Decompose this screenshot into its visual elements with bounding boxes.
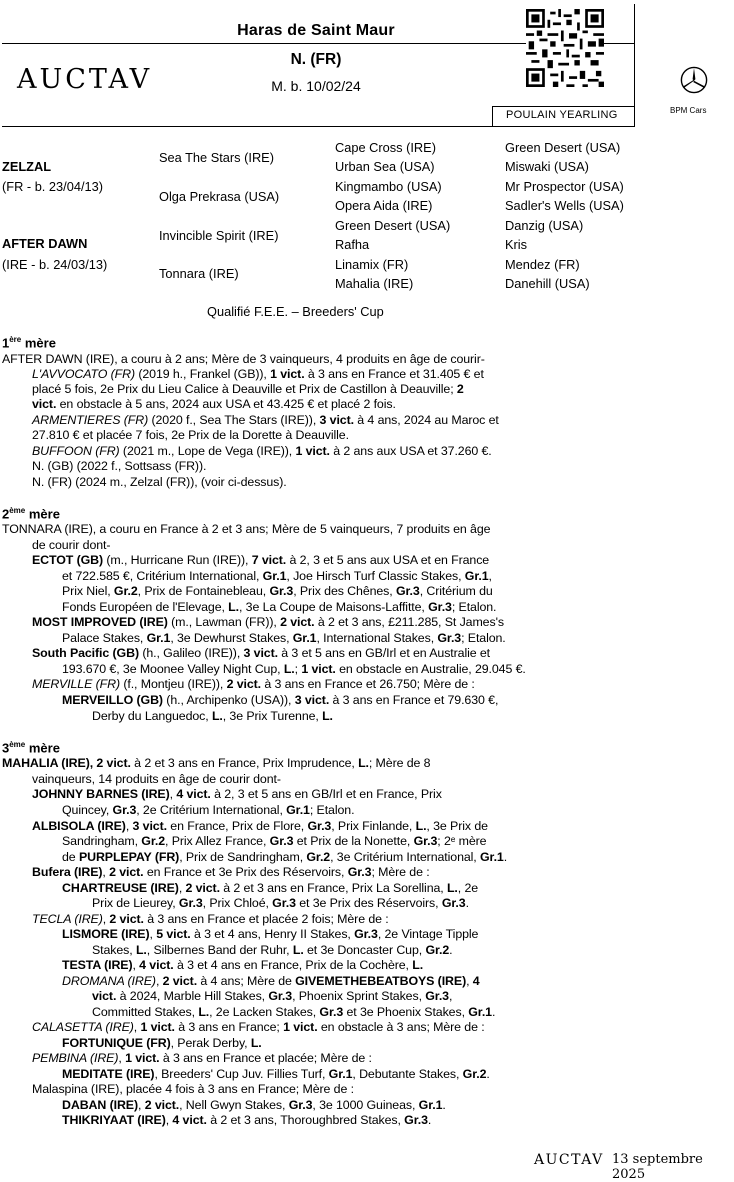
text-line — [92, 1005, 495, 1019]
text-run: , — [466, 974, 473, 988]
gen2-1: Sea The Stars (IRE) — [159, 150, 274, 165]
text-line — [62, 1067, 490, 1081]
text-line — [32, 677, 475, 691]
text-run: L. — [322, 709, 333, 723]
text-line — [32, 475, 287, 489]
text-run: L. — [198, 1005, 210, 1019]
text-line — [62, 600, 496, 614]
text-run: TESTA (IRE) — [62, 958, 133, 972]
qr-code-icon — [526, 9, 604, 87]
text-run: Gr.1 — [286, 803, 310, 817]
text-run: Gr.3 — [269, 584, 294, 598]
text-run: , — [165, 1113, 173, 1127]
text-run: Gr.1 — [464, 569, 489, 583]
text-run: Gr.3 — [395, 584, 420, 598]
text-run: à 3 ans en France et 79.630 €, — [329, 693, 499, 707]
text-run: AFTER DAWN (IRE), a couru à 2 ans; Mère de 3 vainqueurs, 4 produits en âge de courir- — [2, 352, 485, 366]
text-run: , 3e Prix Turenne, — [222, 709, 323, 723]
text-run: Gr.3 — [425, 989, 449, 1003]
text-run: MOST IMPROVED (IRE) — [32, 615, 168, 629]
text-run: ; Etalon. — [461, 631, 506, 645]
text-run: 1 vict. — [295, 444, 330, 458]
text-run: Committed Stakes, — [92, 1005, 199, 1019]
text-run: 3 vict. — [319, 413, 354, 427]
text-run: , Prix Finlande, — [331, 819, 416, 833]
text-run: , 2e Lacken Stakes, — [209, 1005, 320, 1019]
text-run: ECTOT (GB) — [32, 553, 104, 567]
text-run: à 4 ans; Mère de — [197, 974, 296, 988]
text-run: ALBISOLA (IRE) — [32, 819, 126, 833]
text-run: 2 — [456, 382, 464, 396]
text-run: Gr.3 — [268, 989, 293, 1003]
gen4-5: Danzig (USA) — [505, 218, 584, 233]
text-run: (2020 f., Sea The Stars (IRE)), — [148, 413, 320, 427]
text-run: et 722.585 €, Critérium International, — [62, 569, 263, 583]
text-line — [32, 382, 464, 396]
text-line — [62, 1036, 262, 1050]
text-run: Fonds Européen de l'Elevage, — [62, 600, 229, 614]
text-line — [62, 803, 354, 817]
text-run: à 2 et 3 ans, Thoroughbred Stakes, — [206, 1113, 405, 1127]
text-run: Gr.2 — [306, 850, 331, 864]
text-run: L. — [283, 662, 295, 676]
text-run: Gr.3 — [354, 927, 378, 941]
text-run: , — [133, 1020, 141, 1034]
horse-info: M. b. 10/02/24 — [271, 78, 361, 94]
gen2-2: Olga Prekrasa (USA) — [159, 189, 280, 204]
text-run: , Critérium du — [419, 584, 493, 598]
auctav-logo: AUCTAV — [17, 64, 153, 95]
text-line — [32, 772, 281, 786]
text-run: Gr.1 — [480, 850, 504, 864]
text-line — [32, 819, 488, 833]
gen3-6: Rafha — [335, 237, 370, 252]
text-run: , — [448, 989, 453, 1003]
text-run: , — [102, 865, 110, 879]
text-run: 1 vict. — [270, 367, 305, 381]
text-line — [62, 1113, 431, 1127]
text-run: 3 vict. — [132, 819, 167, 833]
text-line — [92, 896, 469, 910]
text-run: de courir dont- — [32, 538, 111, 552]
text-run: à 3 et 5 ans en GB/Irl et en Australie et — [277, 646, 491, 660]
text-run: . — [449, 943, 453, 957]
footer-date: 13 septembre 2025 — [612, 1152, 703, 1182]
text-run: Gr.3 — [404, 1113, 428, 1127]
qualification: Qualifié F.E.E. – Breeders' Cup — [207, 304, 384, 319]
text-run: à 2, 3 et 5 ans en GB/Irl et en France, Prix — [210, 787, 442, 801]
text-line — [62, 850, 507, 864]
text-run: à 2, 3 et 5 ans aux USA et en France — [286, 553, 490, 567]
text-run: DABAN (IRE) — [62, 1098, 138, 1112]
text-run: Gr.2 — [462, 1067, 487, 1081]
text-run: Quincey, — [62, 803, 113, 817]
text-run: 27.810 € et placée 7 fois, 2e Prix de la Dorette à Deauville. — [32, 428, 349, 442]
text-run: 5 vict. — [156, 927, 191, 941]
text-run: , 3e Dewhurst Stakes, — [170, 631, 293, 645]
gen4-4: Sadler's Wells (USA) — [505, 198, 624, 213]
text-run: ; Mère de : — [371, 865, 430, 879]
text-run: à 2 ans aux USA et 37.260 €. — [329, 444, 492, 458]
text-run: . — [486, 1067, 490, 1081]
text-run: (h., Archipenko (USA)), — [162, 693, 295, 707]
text-run: , — [155, 974, 163, 988]
text-run: , Nell Gwyn Stakes, — [179, 1098, 289, 1112]
text-run: 1 vict. — [125, 1051, 160, 1065]
gen4-6: Kris — [505, 237, 528, 252]
text-run: à 2 et 3 ans en France, Prix La Sorellina, — [219, 881, 447, 895]
text-run: à 3 ans en France et 31.405 € et — [304, 367, 484, 381]
text-line — [2, 522, 490, 536]
text-run: L. — [228, 600, 239, 614]
text-run: CALASETTA (IRE) — [32, 1020, 134, 1034]
sex-category: POULAIN YEARLING — [506, 109, 618, 121]
text-run: (h., Galileo (IRE)), — [138, 646, 244, 660]
text-run: ; Etalon. — [309, 803, 355, 817]
text-line — [32, 459, 206, 473]
text-run: , — [149, 927, 157, 941]
text-line — [62, 958, 423, 972]
text-run: 2 vict. — [109, 865, 144, 879]
text-run: et Prix de la Nonette, — [293, 834, 414, 848]
text-run: MERVILLE (FR) — [32, 677, 120, 691]
text-run: (2021 m., Lope de Vega (IRE)), — [119, 444, 296, 458]
text-run: Gr.3 — [307, 819, 332, 833]
text-run: 2 vict. — [144, 1098, 180, 1112]
gen2-3: Invincible Spirit (IRE) — [159, 228, 279, 243]
text-run: Gr.1 — [262, 569, 287, 583]
text-run: à 2 et 3 ans en France, Prix Imprudence, — [130, 756, 359, 770]
text-line — [62, 834, 486, 848]
section-2-title: 2ème mère — [2, 506, 60, 522]
gen4-2: Miswaki (USA) — [505, 159, 589, 174]
text-run: Gr.3 — [178, 896, 203, 910]
text-run: vainqueurs, 14 produits en âge de courir dont- — [32, 772, 281, 786]
text-run: à 4 ans, 2024 au Maroc et — [353, 413, 499, 427]
text-run: , — [125, 819, 133, 833]
text-run: Gr.3 — [428, 600, 452, 614]
text-run: ; 2ᵉ mère — [437, 834, 487, 848]
text-run: à 3 ans en France et 26.750; Mère de : — [261, 677, 475, 691]
text-run: 7 vict. — [251, 553, 287, 567]
text-run: , — [138, 1098, 145, 1112]
text-run: en France, Prix de Flore, — [166, 819, 308, 833]
text-run: , International Stakes, — [316, 631, 438, 645]
text-run: à 3 ans en France et placée; Mère de : — [159, 1051, 372, 1065]
text-run: Gr.2 — [113, 584, 138, 598]
text-line — [32, 865, 430, 879]
text-run: ; Mère de 8 — [368, 756, 431, 770]
text-run: , Prix des Chênes, — [293, 584, 396, 598]
text-run: (2019 h., Frankel (GB)), — [135, 367, 271, 381]
section-3-title: 3ème mère — [2, 740, 60, 756]
text-run: Derby du Languedoc, — [92, 709, 212, 723]
text-run: en obstacle en Australie, 29.045 €. — [335, 662, 526, 676]
text-run: L. — [446, 881, 458, 895]
gen4-3: Mr Prospector (USA) — [505, 179, 624, 194]
text-run: 2 vict. — [185, 881, 220, 895]
text-run: Gr.3 — [112, 803, 137, 817]
text-run: L. — [250, 1036, 262, 1050]
text-run: L. — [135, 943, 147, 957]
text-run: 3 vict. — [294, 693, 330, 707]
text-run: 193.670 €, 3e Moonee Valley Night Cup, — [62, 662, 284, 676]
text-line — [62, 569, 492, 583]
text-line — [32, 413, 499, 427]
text-line — [92, 989, 452, 1003]
text-run: à 3 ans en France; — [174, 1020, 284, 1034]
text-run: , — [488, 569, 492, 583]
text-run: 1 vict. — [283, 1020, 318, 1034]
text-run: Gr.3 — [413, 834, 438, 848]
text-line — [62, 974, 480, 988]
text-run: Gr.1 — [418, 1098, 443, 1112]
text-run: Gr.1 — [292, 631, 317, 645]
text-line — [32, 397, 396, 411]
text-run: N. (FR) (2024 m., Zelzal (FR)), (voir ci-dessus). — [32, 475, 287, 489]
text-run: . — [427, 1113, 432, 1127]
text-run: 4 vict. — [172, 1113, 207, 1127]
gen3-2: Urban Sea (USA) — [335, 159, 435, 174]
text-line — [32, 615, 504, 629]
text-run: PURPLEPAY (FR) — [78, 850, 180, 864]
text-run: , 2e Vintage Tipple — [377, 927, 479, 941]
gen4-7: Mendez (FR) — [505, 257, 580, 272]
text-run: Gr.3 — [269, 834, 294, 848]
text-line — [92, 709, 333, 723]
text-run: DROMANA (IRE) — [62, 974, 156, 988]
text-run: L. — [292, 943, 304, 957]
text-line — [62, 881, 478, 895]
text-run: , 3e La Coupe de Maisons-Laffitte, — [238, 600, 429, 614]
text-line — [32, 553, 489, 567]
gen2-4: Tonnara (IRE) — [159, 266, 239, 281]
gen3-3: Kingmambo (USA) — [335, 179, 442, 194]
text-run: 2 vict. — [109, 912, 144, 926]
sponsor-label: BPM Cars — [670, 106, 707, 115]
text-run: . — [491, 1005, 496, 1019]
text-run: et 3e Prix des Réservoirs, — [295, 896, 442, 910]
text-run: . — [442, 1098, 446, 1112]
gen3-7: Linamix (FR) — [335, 257, 409, 272]
text-run: Gr.3 — [347, 865, 372, 879]
text-run: MEDITATE (IRE) — [62, 1067, 155, 1081]
footer-logo: AUCTAV — [534, 1152, 604, 1168]
text-run: , 2e — [457, 881, 479, 895]
text-run: TECLA (IRE) — [32, 912, 103, 926]
text-run: , — [178, 881, 186, 895]
text-run: , Perak Derby, — [170, 1036, 251, 1050]
text-run: BUFFOON (FR) — [32, 444, 120, 458]
text-run: Gr.3 — [272, 896, 296, 910]
text-line — [32, 912, 389, 926]
text-line — [62, 1098, 446, 1112]
text-run: TONNARA (IRE), a couru en France à 2 et 3 ans; Mère de 5 vainqueurs, 7 produits en âge — [2, 522, 491, 536]
text-run: , 3e 1000 Guineas, — [312, 1098, 419, 1112]
text-run: , Prix Chloé, — [202, 896, 273, 910]
mercedes-star-icon — [680, 66, 708, 94]
text-run: PEMBINA (IRE) — [32, 1051, 119, 1065]
text-run: Stakes, — [92, 943, 136, 957]
text-run: en obstacle à 5 ans, 2024 aux USA et 43.425 € et placé 2 fois. — [56, 397, 396, 411]
text-run: Sandringham, — [62, 834, 142, 848]
text-run: Prix de Lieurey, — [92, 896, 179, 910]
text-run: , 2e Critérium International, — [136, 803, 287, 817]
text-run: Gr.3 — [319, 1005, 344, 1019]
text-run: , — [102, 912, 110, 926]
text-run: Prix Niel, — [62, 584, 114, 598]
text-line — [32, 538, 110, 552]
text-run: . — [465, 896, 469, 910]
text-run: Palace Stakes, — [62, 631, 147, 645]
text-run: N. (GB) (2022 f., Sottsass (FR)). — [32, 459, 207, 473]
text-line — [62, 631, 506, 645]
text-line — [32, 1020, 485, 1034]
text-run: . — [503, 850, 508, 864]
text-run: L. — [415, 819, 427, 833]
text-run: à 2024, Marble Hill Stakes, — [116, 989, 269, 1003]
gen3-5: Green Desert (USA) — [335, 218, 451, 233]
text-run: et 3e Doncaster Cup, — [303, 943, 426, 957]
text-run: (f., Montjeu (IRE)), — [119, 677, 227, 691]
text-line — [2, 756, 430, 770]
text-line — [32, 1082, 354, 1096]
text-run: Gr.3 — [288, 1098, 313, 1112]
gen4-8: Danehill (USA) — [505, 276, 590, 291]
section-1-title: 1ère mère — [2, 335, 56, 351]
text-run: à 3 et 4 ans, Henry II Stakes, — [190, 927, 355, 941]
text-run: ; Etalon. — [451, 600, 497, 614]
text-run: Gr.2 — [141, 834, 166, 848]
text-line — [32, 646, 490, 660]
text-line — [2, 352, 485, 366]
text-run: THIKRIYAAT (IRE) — [62, 1113, 166, 1127]
text-line — [32, 367, 484, 381]
text-line — [62, 927, 478, 941]
text-run: en France et 3e Prix des Réservoirs, — [143, 865, 348, 879]
text-run: , Phoenix Sprint Stakes, — [292, 989, 426, 1003]
text-run: 2 vict. — [226, 677, 262, 691]
dam-info: (IRE - b. 24/03/13) — [2, 257, 108, 272]
text-run: 4 vict. — [139, 958, 174, 972]
text-run: Gr.1 — [468, 1005, 492, 1019]
text-run: , 3e Critérium International, — [330, 850, 480, 864]
text-run: (m., Lawman (FR)), — [167, 615, 281, 629]
sex-box-top — [492, 106, 634, 107]
sex-box-left — [492, 106, 493, 126]
text-run: 2 vict. — [162, 974, 198, 988]
gen3-1: Cape Cross (IRE) — [335, 140, 436, 155]
text-run: , Joe Hirsch Turf Classic Stakes, — [286, 569, 465, 583]
text-run: à 3 ans en France et placée 2 fois; Mère de : — [143, 912, 389, 926]
text-run: ; — [294, 662, 302, 676]
text-run: Gr.3 — [441, 896, 466, 910]
text-run: Gr.1 — [146, 631, 171, 645]
text-run: FORTUNIQUE (FR) — [62, 1036, 171, 1050]
text-run: , Silbernes Band der Ruhr, — [146, 943, 293, 957]
text-line — [92, 943, 453, 957]
text-run: et 3e Phoenix Stakes, — [343, 1005, 469, 1019]
text-run: L. — [412, 958, 424, 972]
text-run: 2 vict. — [280, 615, 315, 629]
text-run: , Breeders' Cup Juv. Fillies Turf, — [154, 1067, 329, 1081]
text-run: JOHNNY BARNES (IRE) — [32, 787, 170, 801]
text-line — [62, 693, 498, 707]
text-run: 1 vict. — [140, 1020, 175, 1034]
text-run: (m., Hurricane Run (IRE)), — [103, 553, 252, 567]
text-run: vict. — [92, 989, 117, 1003]
text-run: Bufera (IRE) — [32, 865, 103, 879]
sire-name: ZELZAL — [2, 159, 52, 174]
dam-name: AFTER DAWN — [2, 236, 88, 251]
text-run: L. — [358, 756, 369, 770]
text-run: à 3 et 4 ans en France, Prix de la Cochère, — [173, 958, 413, 972]
text-line — [32, 444, 492, 458]
text-run: , 3e Prix de — [426, 819, 488, 833]
text-run: Malaspina (IRE), placée 4 fois à 3 ans en France; Mère de : — [32, 1082, 354, 1096]
text-run: South Pacific (GB) — [32, 646, 139, 660]
text-run: ARMENTIERES (FR) — [32, 413, 149, 427]
text-run: Gr.3 — [437, 631, 462, 645]
text-run: , Prix de Sandringham, — [179, 850, 307, 864]
text-run: MAHALIA (IRE), — [2, 756, 97, 770]
text-run: en obstacle à 3 ans; Mère de : — [317, 1020, 485, 1034]
text-line — [62, 662, 526, 676]
text-run: , Debutante Stakes, — [352, 1067, 463, 1081]
text-run: MERVEILLO (GB) — [62, 693, 163, 707]
haras-title: Haras de Saint Maur — [237, 22, 395, 39]
text-run: de — [62, 850, 79, 864]
text-line — [32, 428, 349, 442]
text-run: 3 vict. — [243, 646, 278, 660]
text-run: , — [118, 1051, 126, 1065]
text-run: L'AVVOCATO (FR) — [32, 367, 135, 381]
text-run: CHARTREUSE (IRE) — [62, 881, 179, 895]
gen3-4: Opera Aida (IRE) — [335, 198, 433, 213]
text-run: , — [132, 958, 140, 972]
text-line — [32, 787, 442, 801]
gen3-8: Mahalia (IRE) — [335, 276, 414, 291]
text-run: à 2 et 3 ans, £211.285, St James's — [314, 615, 504, 629]
text-run: GIVEMETHEBEATBOYS (IRE) — [295, 974, 467, 988]
text-line — [32, 1051, 372, 1065]
text-run: 2 vict. — [96, 756, 131, 770]
text-run: , Prix Allez France, — [165, 834, 270, 848]
text-run: LISMORE (IRE) — [62, 927, 150, 941]
text-run: , — [169, 787, 177, 801]
text-run: placé 5 fois, 2e Prix du Lieu Calice à Deauville et Prix de Castillon à Deauville; — [32, 382, 457, 396]
horse-name: N. (FR) — [290, 51, 342, 68]
sire-info: (FR - b. 23/04/13) — [2, 179, 103, 194]
text-run: 4 — [472, 974, 480, 988]
gen4-1: Green Desert (USA) — [505, 140, 621, 155]
text-run: Gr.1 — [328, 1067, 353, 1081]
text-run: L. — [211, 709, 223, 723]
text-run: Gr.2 — [425, 943, 450, 957]
text-line — [62, 584, 493, 598]
text-run: 1 vict. — [301, 662, 336, 676]
text-run: 4 vict. — [176, 787, 211, 801]
text-run: , Prix de Fontainebleau, — [137, 584, 270, 598]
text-run: vict. — [32, 397, 57, 411]
